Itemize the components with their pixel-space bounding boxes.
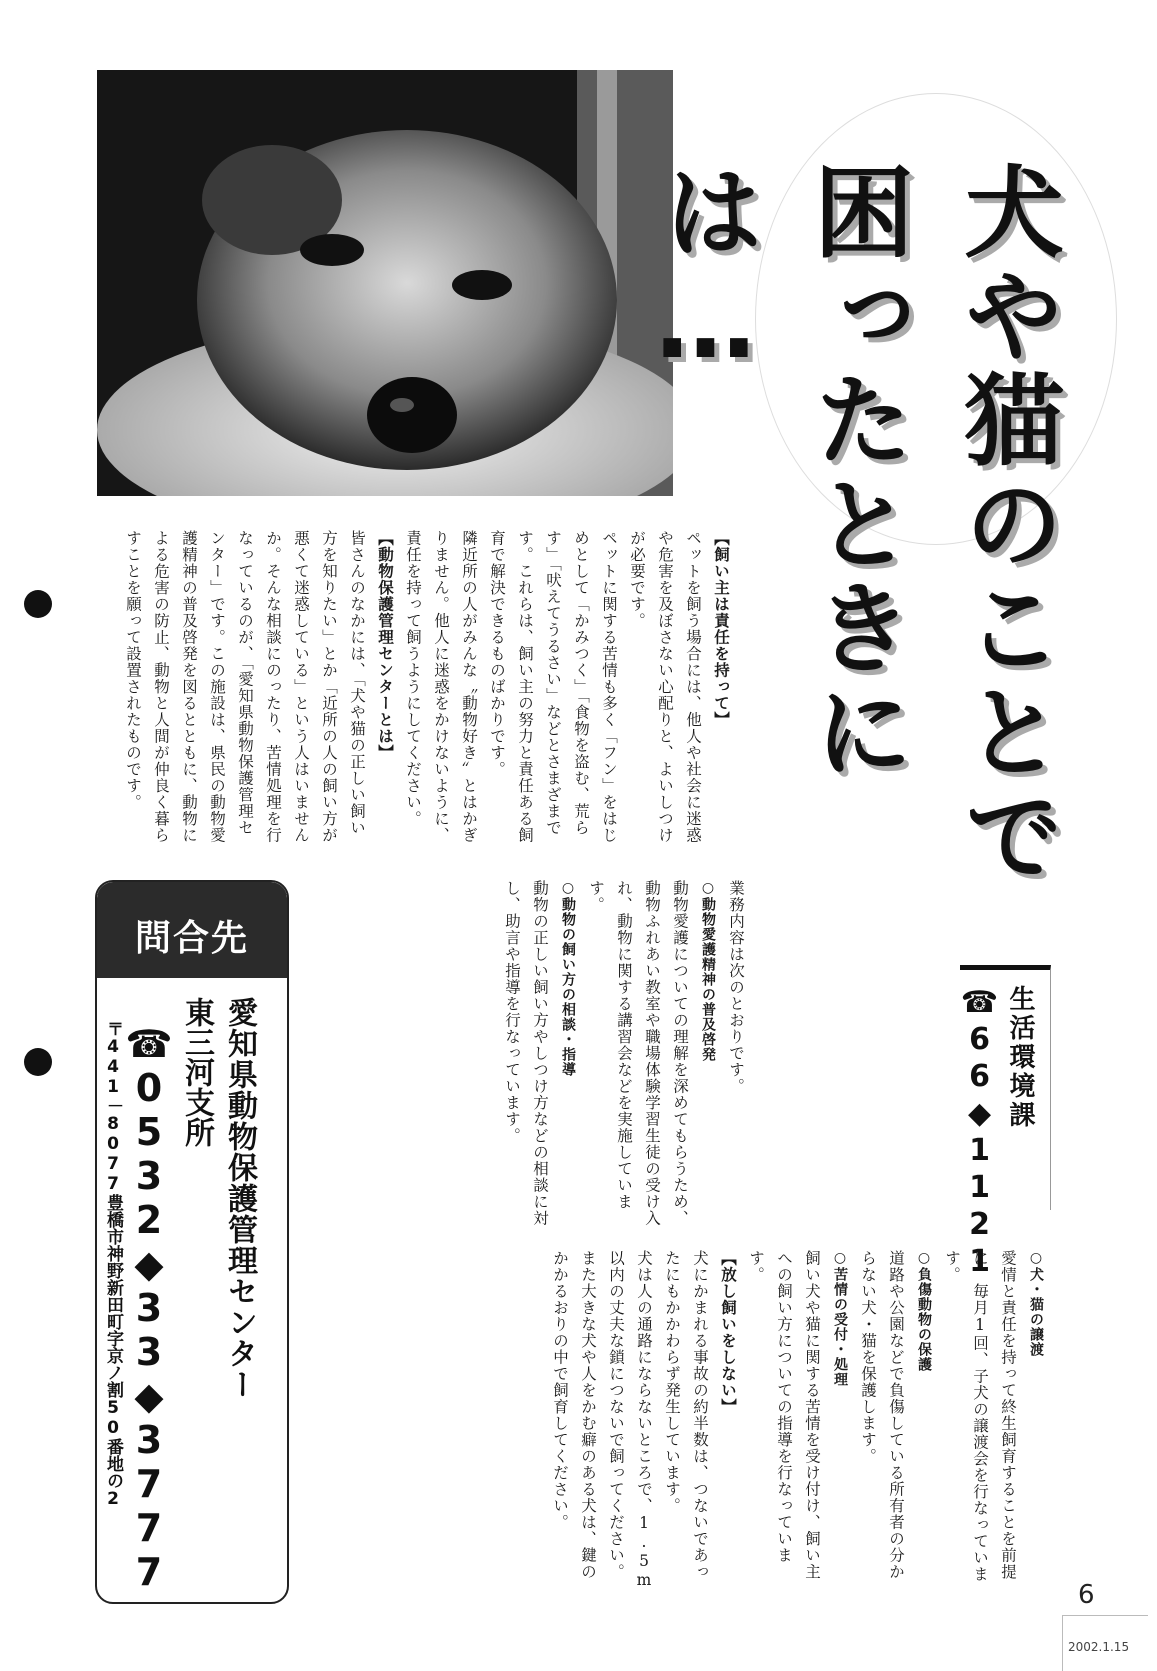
issue-date: 2002.1.15 bbox=[1068, 1640, 1130, 1654]
inquiry-phone: ☎0532◆33◆3777 bbox=[127, 1022, 171, 1594]
middle-article bbox=[305, 880, 750, 1235]
punch-hole bbox=[24, 1048, 52, 1076]
punch-hole bbox=[24, 590, 52, 618]
responsibility-paragraph: 隣近所の人がみんな〝動物好き〟とはかぎりません。他人に迷惑をかけないように、責任を持って飼うようにしてください。 bbox=[404, 530, 478, 844]
center-paragraph: 皆さんのなかには、「犬や猫の正しい飼い方を知りたい」とか「近所の人の飼い方が悪くて迷惑している」という人はいませんか。そんな相談にのったり、苦情処理を行なっているのが、「愛知県動物保護管理センター」です。この施設は、県民の動物愛護精神の普及啓発を図るとともに、動物による危害の防止、動物と人間が仲良く暮らすことを願って設置されたものです。 bbox=[124, 530, 366, 844]
service-item-title: ○苦情の受付・処理 bbox=[832, 1250, 848, 1387]
unleashed-paragraph: 犬は人の通路にならないところで、1.5m以内の丈夫な鎖につないで飼ってください。また大きな犬や人をかむ癖のある犬は、鍵のかかるおりの中で飼育してください。 bbox=[551, 1250, 653, 1590]
service-item-text: 愛情と責任を持って終生飼育することを前提に、毎月1回、子犬の譲渡会を行なっています。 bbox=[943, 1250, 1017, 1583]
unleashed-heading: 【放し飼いをしない】 bbox=[719, 1250, 737, 1415]
page-number: 6 bbox=[1078, 1580, 1095, 1610]
lower-article bbox=[305, 1250, 1050, 1590]
service-item-text: 飼い犬や猫に関する苦情を受け付け、飼い主への飼い方についての指導を行なっています。 bbox=[747, 1250, 821, 1580]
title-line-1: 犬や猫のことで bbox=[947, 160, 1064, 888]
service-item-title: ○動物の飼い方の相談・指導 bbox=[560, 880, 576, 1077]
responsibility-paragraph: ペットを飼う場合には、他人や社会に迷惑や危害を及ぼさない心配りと、よいしつけが必要です。 bbox=[628, 530, 702, 844]
dog-photo bbox=[97, 70, 673, 496]
inquiry-branch: 東三河支所 bbox=[179, 997, 214, 1147]
inquiry-box bbox=[95, 880, 289, 1604]
upper-article bbox=[105, 530, 735, 850]
service-item-title: ○犬・猫の譲渡 bbox=[1028, 1250, 1044, 1357]
inquiry-label: 問合先 bbox=[134, 918, 249, 959]
life-section-name: 生活環境課 bbox=[1005, 985, 1035, 1130]
service-item-text: 道路や公園などで負傷している所有者の分からない犬・猫を保護します。 bbox=[859, 1250, 905, 1580]
title-line-2: 困ったときには… bbox=[647, 160, 914, 784]
responsibility-heading: 【飼い主は責任を持って】 bbox=[712, 530, 730, 728]
inquiry-address: 〒441－8077豊橋市神野新田町字京ノ割50番地の2 bbox=[103, 1020, 123, 1509]
responsibility-paragraph: ペットに関する苦情も多く「フン」をはじめとして「かみつく」「食物を盗む、荒らす」「吠えてうるさい」などとさまざまです。これらは、飼い主の努力と責任ある飼育で解決できるものばかりです。 bbox=[488, 530, 618, 844]
service-item-title: ○動物愛護精神の普及啓発 bbox=[700, 880, 716, 1062]
inquiry-organization: 愛知県動物保護管理センター bbox=[222, 997, 257, 1400]
center-paragraph: 業務内容は次のとおりです。 bbox=[727, 880, 745, 1095]
service-item-text: 動物愛護についての理解を深めてもらうため、動物ふれあい教室や職場体験学習生徒の受け入れ、動物に関する講習会などを実施しています。 bbox=[587, 880, 689, 1227]
service-item-text: 動物の正しい飼い方やしつけ方などの相談に対し、助言や指導を行なっています。 bbox=[503, 880, 549, 1227]
life-section-phone: ☎66◆1121 bbox=[962, 985, 997, 1281]
unleashed-paragraph: 犬にかまれる事故の約半数は、つないであったにもかかわらず発生しています。 bbox=[663, 1250, 709, 1580]
center-heading: 【動物保護管理センターとは】 bbox=[376, 530, 394, 761]
service-item-title: ○負傷動物の保護 bbox=[916, 1250, 932, 1372]
